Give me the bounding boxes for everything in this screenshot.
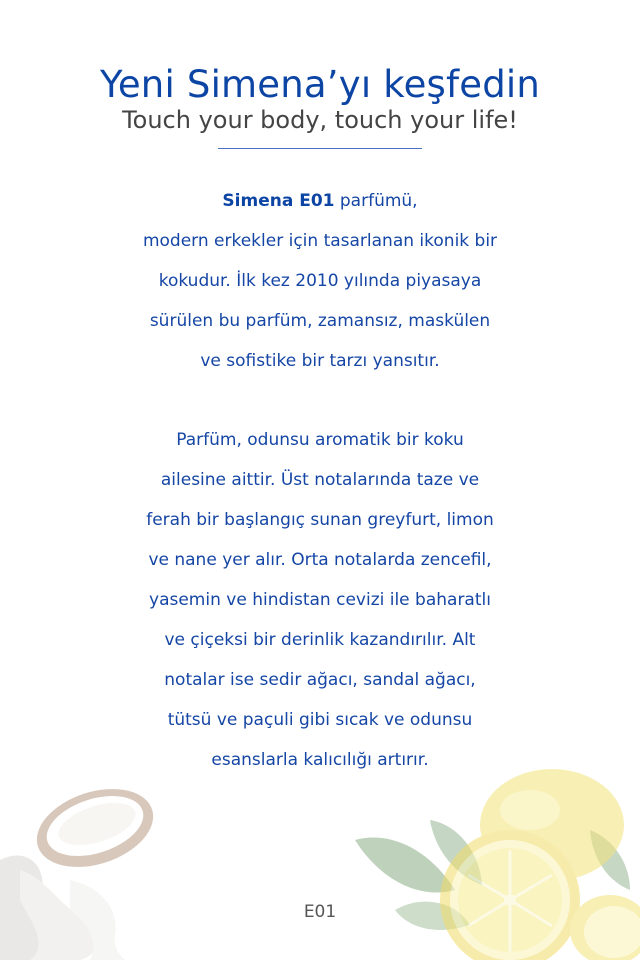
tagline: Touch your body, touch your life!: [122, 106, 518, 134]
description-line: [80, 181, 560, 221]
description-line: Parfüm, odunsu aromatik bir koku: [176, 430, 464, 450]
title-divider: [218, 148, 422, 149]
page-title: Yeni Simena’yı keşfedin: [99, 63, 541, 106]
description-paragraph-1: [80, 181, 560, 381]
description-line: ve çiçeksi bir derinlik kazandırılır. Alt: [164, 630, 476, 650]
description-line: notalar ise sedir ağacı, sandal ağacı,: [164, 670, 476, 690]
description-line: ferah bir başlangıç sunan greyfurt, limon: [146, 510, 494, 530]
description-line: ve sofistike bir tarzı yansıtır.: [200, 351, 440, 371]
coconut-illustration: [0, 775, 163, 960]
description-line: kokudur. İlk kez 2010 yılında piyasaya: [158, 271, 482, 291]
description-paragraph-2: [80, 420, 560, 780]
description-line: modern erkekler için tasarlanan ikonik bir: [142, 231, 498, 251]
description-text: parfümü,: [334, 191, 418, 211]
description-line: yasemin ve hindistan cevizi ile baharatlı: [149, 590, 491, 610]
description-line: esanslarla kalıcılığı artırır.: [211, 750, 429, 770]
brand-name: Simena E01: [222, 191, 335, 211]
description-line: sürülen bu parfüm, zamansız, maskülen: [149, 311, 491, 331]
product-code: E01: [303, 902, 337, 922]
fruit-decoration: [0, 760, 640, 960]
description-line: ve nane yer alır. Orta notalarda zencefil,: [148, 550, 492, 570]
description-line: ailesine aittir. Üst notalarında taze ve: [160, 470, 480, 490]
description-line: tütsü ve paçuli gibi sıcak ve odunsu: [167, 710, 473, 730]
